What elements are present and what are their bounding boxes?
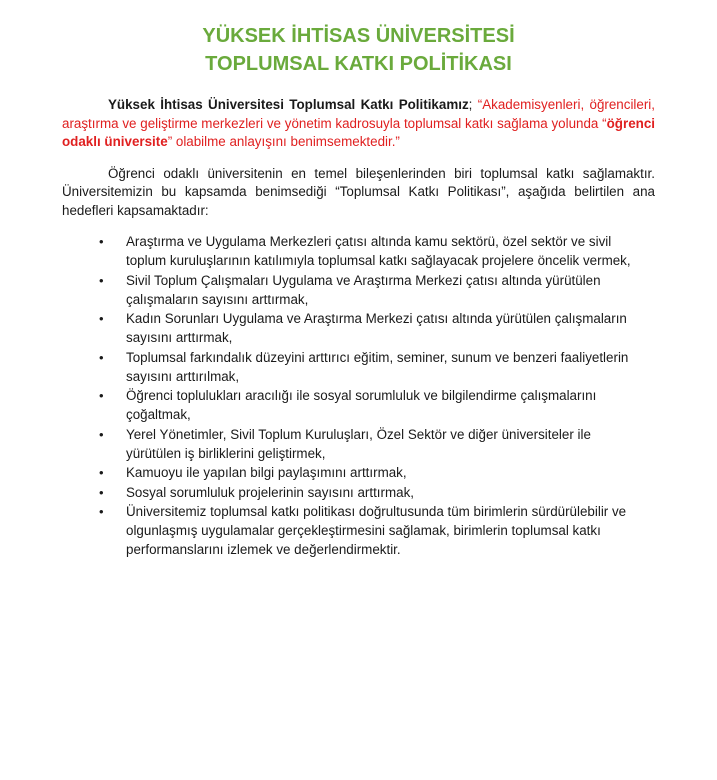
goal-text: Sivil Toplum Çalışmaları Uygulama ve Araştırma Merkezi çatısı altında yürütülen çalışmaların sayısını arttırmak,: [126, 272, 601, 307]
goal-item: [62, 502, 655, 559]
goal-item: [62, 463, 655, 482]
goal-text: Öğrenci toplulukları aracılığı ile sosyal sorumluluk ve bilgilendirme çalışmalarını çoğaltmak,: [126, 388, 597, 422]
goal-item: [62, 425, 655, 463]
intro-emphasis: öğrenci odaklı üniversite: [62, 115, 655, 149]
goal-text: Sosyal sorumluluk projelerinin sayısını arttırmak,: [126, 484, 415, 500]
goal-text: Kadın Sorunları Uygulama ve Araştırma Merkezi çatısı altında yürütülen çalışmaların sayısını arttırmak,: [126, 311, 627, 345]
intro-quote-part1: “Akademisyenleri, öğrencileri, araştırma ve geliştirme merkezleri ve yönetim kadrosuyla toplumsal katkı sağlama yolunda “: [62, 97, 656, 131]
goal-text: Araştırma ve Uygulama Merkezleri çatısı altında kamu sektörü, özel sektör ve sivil toplum kuruluşlarının katılımıyla toplumsal katkı sağlayacak projelere öncelik vermek,: [126, 234, 631, 268]
goal-text: Üniversitemiz toplumsal katkı politikası doğrultusunda tüm birimlerin sürdürülebilir ve olgunlaşmış uygulamalar gerçekleştirmesini sağlamak, birimlerin toplumsal katkı performanslarını izlemek ve değerlendirmektir.: [126, 504, 627, 557]
goal-item: [62, 232, 655, 270]
goal-item: [62, 348, 655, 386]
intro-paragraph: [62, 96, 655, 152]
intro-quote-part2: ” olabilme anlayışını benimsemektedir.”: [167, 134, 400, 149]
body-paragraph: Öğrenci odaklı üniversitenin en temel bileşenlerinden biri toplumsal katkı sağlamaktır. Üniversitemizin bu kapsamda benimsediği “Toplumsal Katkı Politikası”, aşağıda belirtilen ana hedefleri kapsamaktadır:: [62, 165, 655, 218]
document-page: [62, 22, 655, 560]
intro-lead: Yüksek İhtisas Üniversitesi Toplumsal Katkı Politikamız: [108, 97, 469, 112]
document-title: [62, 22, 655, 78]
goal-text: Yerel Yönetimler, Sivil Toplum Kuruluşları, Özel Sektör ve diğer üniversiteler ile yürütülen iş birliklerini geliştirmek,: [126, 426, 591, 461]
goal-item: [62, 483, 655, 502]
bullet-icon: •: [99, 349, 104, 365]
title-line-2: TOPLUMSAL KATKI POLİTİKASI: [205, 53, 512, 75]
bullet-icon: •: [99, 311, 104, 326]
intro-separator: ;: [468, 97, 473, 112]
bullet-icon: •: [99, 426, 104, 442]
goal-item: [62, 386, 655, 424]
goal-item: [62, 271, 655, 309]
bullet-icon: •: [99, 484, 104, 500]
goal-text: Toplumsal farkındalık düzeyini arttırıcı eğitim, seminer, sunum ve benzeri faaliyetlerin sayısını arttırılmak,: [126, 349, 629, 384]
bullet-icon: •: [99, 272, 104, 288]
goal-item: [62, 309, 655, 347]
bullet-icon: •: [99, 234, 104, 249]
bullet-icon: •: [99, 465, 104, 480]
goals-list: [62, 232, 655, 559]
goal-text: Kamuoyu ile yapılan bilgi paylaşımını arttırmak,: [126, 465, 407, 480]
title-line-1: YÜKSEK İHTİSAS ÜNİVERSİTESİ: [202, 25, 515, 47]
bullet-icon: •: [99, 504, 104, 519]
bullet-icon: •: [99, 388, 104, 403]
